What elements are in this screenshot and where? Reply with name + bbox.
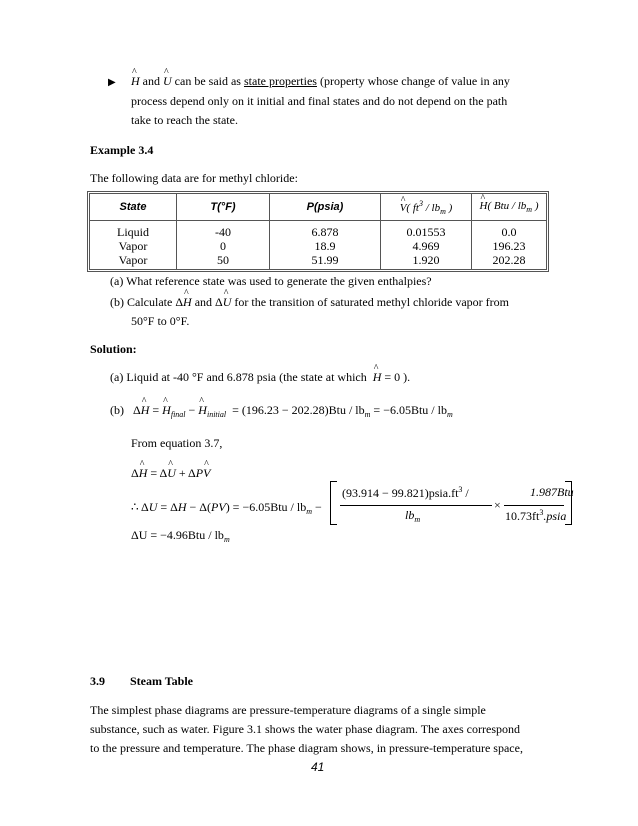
header-pressure: P(psia)	[270, 194, 381, 221]
delta-u-equation-lhs: ∴ $\Delta U = \Delta H - \Delta(PV) = -6.05Btu / lb_m$ −	[131, 500, 322, 516]
table-cell: Vapor	[90, 253, 177, 270]
question-a: (a) What reference state was used to generate the given enthalpies?	[110, 274, 432, 288]
example-heading: Example 3.4	[90, 143, 154, 157]
table-cell: 51.99	[270, 253, 381, 270]
state-properties-term: state properties	[243, 74, 317, 88]
section-paragraph-line-3: to the pressure and temperature. The phase diagram shows, in pressure-temperature space,	[90, 741, 523, 755]
table-cell: 6.878	[270, 221, 381, 240]
section-paragraph-line-2: substance, such as water. Figure 3.1 shows the water phase diagram. The axes correspond	[90, 722, 520, 736]
u-hat-symbol: ^ U	[223, 295, 232, 310]
fraction-2-numerator: 1.987Btu	[530, 485, 574, 499]
table-cell: 0	[177, 239, 270, 253]
delta-u-result: $\Delta U = -4.96Btu / lb_m$	[131, 528, 230, 544]
table-cell: 0.01553	[381, 221, 472, 240]
example-intro: The following data are for methyl chloride:	[90, 171, 298, 185]
bullet-arrow: ▶	[108, 77, 116, 88]
table-row	[90, 253, 547, 270]
fraction-2-denominator: $10.73ft^3.psia$	[505, 508, 567, 523]
table-row	[90, 221, 547, 240]
section-paragraph-line-1: The simplest phase diagrams are pressure-temperature diagrams of a single simple	[90, 703, 486, 717]
solution-b-equation: (b) Δ^ H = ^ $H_{final}$ − ^ $H_{initial} = (196.23 - 202.28)Btu / lb_m = -6.05Btu / lb_m$	[110, 403, 453, 419]
table-cell: 0.0	[472, 221, 547, 240]
header-specific-volume: ^ V( $ft^3 / lb_m$ )	[381, 194, 472, 221]
header-temperature: T(°F)	[177, 194, 270, 221]
bullet-line-1: ^ H and ^ U can be said as state properties (property whose change of value in any	[131, 74, 510, 89]
right-bracket	[565, 481, 572, 525]
bullet-line-3: take to reach the state.	[131, 113, 238, 127]
table-cell: 196.23	[472, 239, 547, 253]
header-enthalpy: ^ H( Btu / $lb_m$ )	[472, 194, 547, 221]
h-hat-symbol: ^ H	[373, 370, 382, 385]
u-hat-symbol: ^ U	[163, 74, 172, 89]
section-number: 3.9	[90, 674, 105, 688]
fraction-1-line	[340, 505, 492, 506]
h-hat-symbol: ^ H	[131, 74, 140, 89]
solution-a: (a) Liquid at -40 °F and 6.878 psia (the state at which ^ H = 0 ).	[110, 370, 410, 385]
equation-3-7: Δ^ H = Δ^ U + ΔP^ V	[131, 466, 210, 481]
h-hat-symbol: ^ H	[183, 295, 192, 310]
times-sign: ×	[494, 498, 501, 512]
table-cell: Liquid	[90, 221, 177, 240]
from-equation-text: From equation 3.7,	[131, 436, 223, 450]
table-cell: Vapor	[90, 239, 177, 253]
table-cell: 50	[177, 253, 270, 270]
methyl-chloride-table	[89, 193, 547, 270]
left-bracket	[330, 481, 337, 525]
table-cell: 202.28	[472, 253, 547, 270]
header-state: State	[90, 194, 177, 221]
table-cell: -40	[177, 221, 270, 240]
table-cell: 1.920	[381, 253, 472, 270]
fraction-2-line	[504, 505, 564, 506]
table-cell: 18.9	[270, 239, 381, 253]
fraction-1-numerator: $(93.914 - 99.821)psia.ft^3$ /	[342, 485, 469, 500]
solution-heading: Solution:	[90, 342, 137, 356]
table-cell: 4.969	[381, 239, 472, 253]
question-b-line-1: (b) Calculate Δ^ H and Δ^ U for the transition of saturated methyl chloride vapor from	[110, 295, 509, 310]
page-number: 41	[311, 760, 325, 774]
table-row	[90, 239, 547, 253]
question-b-line-2: 50°F to 0°F.	[131, 314, 190, 328]
section-title: Steam Table	[130, 674, 194, 688]
bullet-line-2: process depend only on it initial and final states and do not depend on the path	[131, 94, 508, 108]
fraction-1-denominator: $lb_m$	[405, 508, 421, 524]
